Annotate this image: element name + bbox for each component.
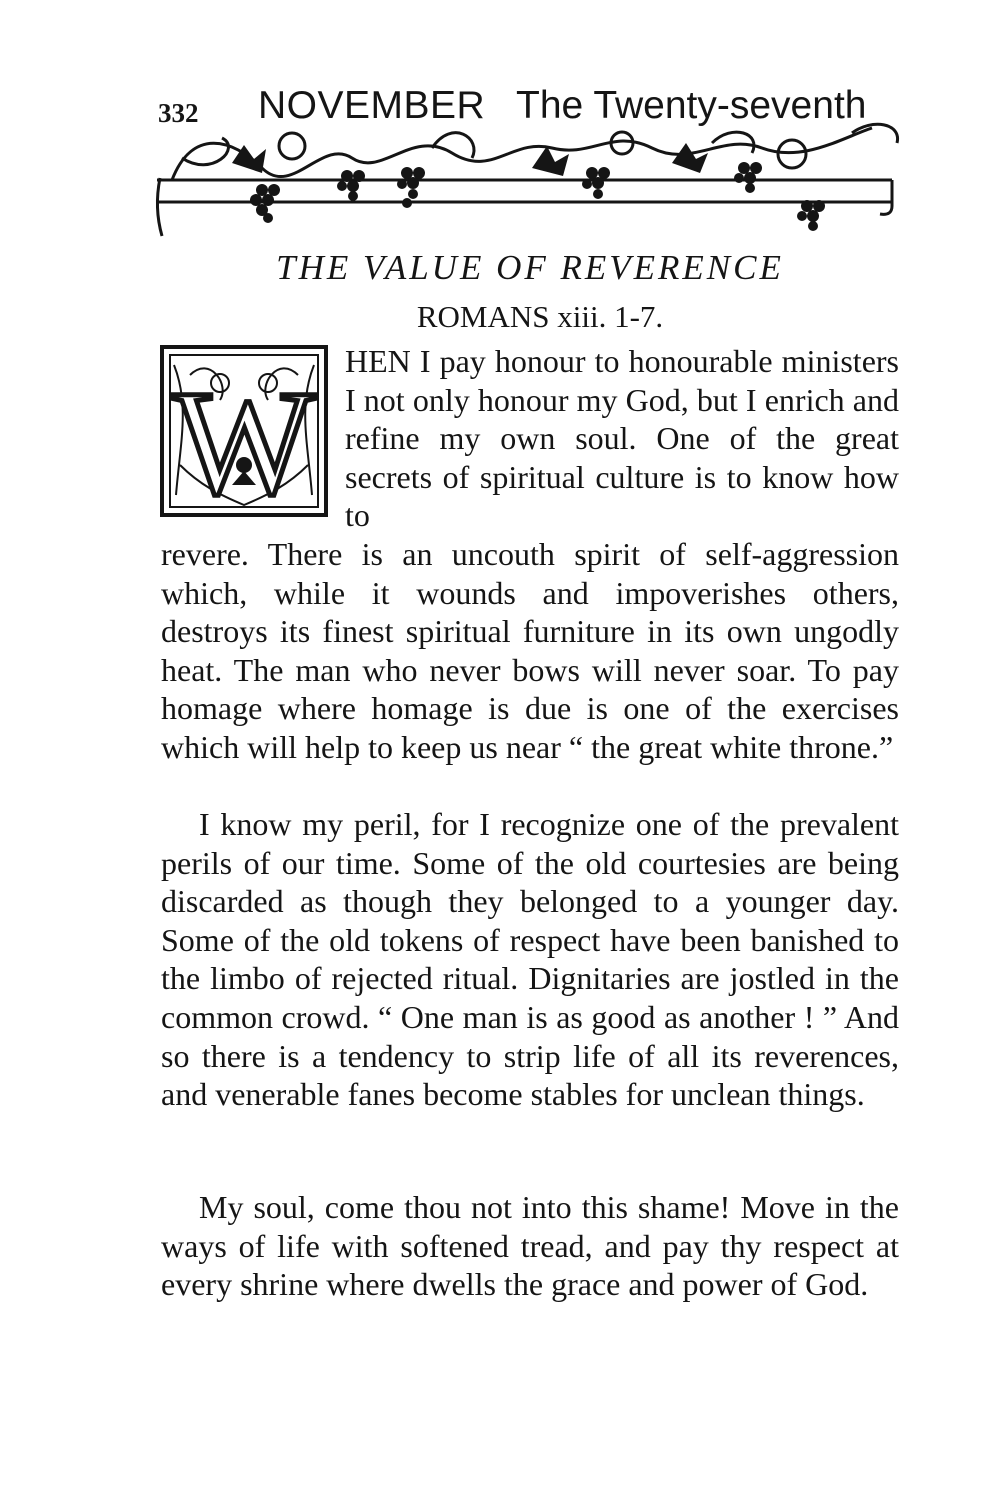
article-title: THE VALUE OF REVERENCE [276,248,784,287]
paragraph-3 [161,1188,899,1304]
drop-cap-letter: W [173,360,315,517]
paragraph-1-lead: HEN I pay honour to honourable ministers I not only honour my God, but I enrich and refine my own soul. One of the great secrets of spiritual culture is to know how to [345,343,899,534]
day-label: The Twenty-seventh [516,84,867,127]
grapevine-banner [152,118,912,243]
paragraph-2 [161,805,899,1114]
paragraph-2-text: I know my peril, for I recognize one of the prevalent perils of our time. Some of the old courtesies are being discarded as though they belonged to a younger day. Some of the old tokens of respect have been banished to the limbo of rejected ritual. Dignitaries are jostled in the common crowd. “ One man is as good as another ! ” And so there is a tendency to strip life of all its reverences, and venerable fanes become stables for unclean things. [161,806,899,1113]
paragraph-1-rest: revere. There is an uncouth spirit of self-aggression which, while it wounds and impoverishes others, destroys its finest spiritual furniture in its own ungodly heat. The man who never bows will never soar. To pay homage where homage is due is one of the exercises which will help to keep us near “ the great white throne.” [161,536,899,765]
month-label: NOVEMBER [258,84,486,127]
page-number: 332 [158,98,199,128]
ornamental-drop-cap [160,345,328,517]
paragraph-3-text: My soul, come thou not into this shame! Move in the ways of life with softened tread, and pay thy respect at every shrine where dwells the grace and power of God. [161,1189,899,1303]
scripture-reference: ROMANS xiii. 1-7. [416,299,664,334]
